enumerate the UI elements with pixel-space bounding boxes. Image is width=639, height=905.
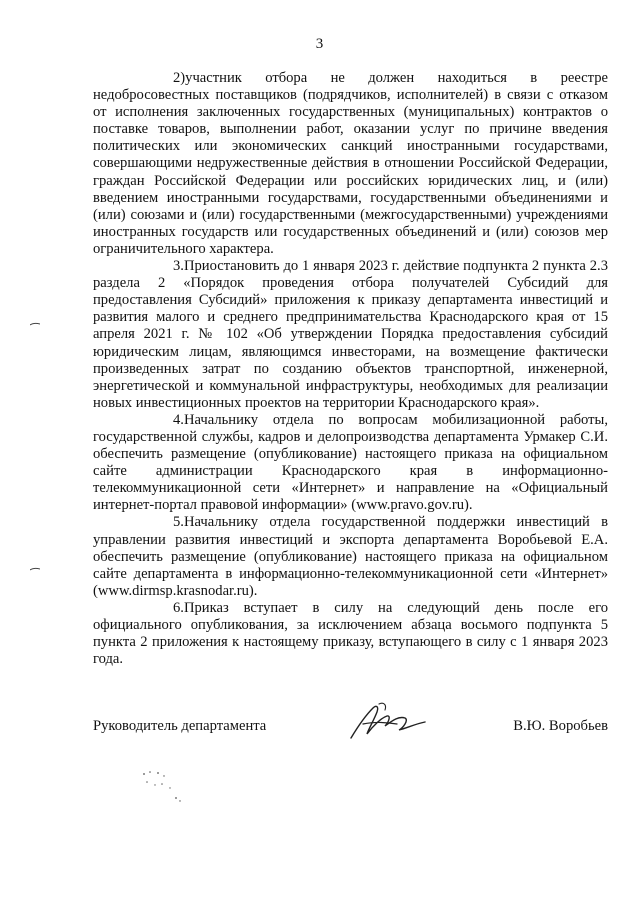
scan-speckle xyxy=(140,768,190,808)
paragraph-text: участник отбора не должен находиться в реестре недобросовестных поставщиков (подрядчиков, исполнителей) в связи с отказом от исполнения заключенных государственных (муниципальных) контрактов о поставке товаров, выполнении работ, оказании услуг по причине введения политических или экономических санкций иностранными государствами, совершающими недружественные действия в отношении Российской Федерации, граждан Российской Федерации или российских юридических лиц, и (или) введением иностранными государствами, государственными объединениями и (или) союзами и (или) государственными (межгосударственными) учреждениями иностранных государств или государственных объединений и (или) союзов мер ограничительного характера. xyxy=(93,70,608,257)
paragraph-item-2 xyxy=(93,70,608,258)
signatory-title: Руководитель департамента xyxy=(93,718,267,734)
paragraph-number: 6. xyxy=(173,599,184,616)
paragraph-number: 4. xyxy=(173,411,184,428)
signatory-name: В.Ю. Воробьев xyxy=(513,718,608,734)
signature-block xyxy=(93,712,608,752)
document-body xyxy=(93,70,608,668)
paragraph-number: 2) xyxy=(173,70,186,86)
paragraph-number: 3. xyxy=(173,258,184,275)
paragraph-item-6 xyxy=(93,600,608,668)
paragraph-text: Приказ вступает в силу на следующий день после его официального опубликования, за исключением абзаца восьмого подпункта 5 пункта 2 приложения к настоящему приказу, вступающего в силу с 1 января 2023 года. xyxy=(93,599,608,668)
paragraph-item-3 xyxy=(93,258,608,412)
margin-mark xyxy=(30,567,40,571)
page-number: 3 xyxy=(315,36,324,52)
handwritten-signature xyxy=(343,698,433,744)
paragraph-text: Приостановить до 1 января 2023 г. действие подпункта 2 пункта 2.3 раздела 2 «Порядок проведения отбора получателей Субсидий для предоставления Субсидий» приложения к приказу департамента инвестиций и развития малого и среднего предпринимательства Краснодарского края от 15 апреля 2021 г. № 102 «Об утверждении Порядка предоставления субсидий юридическим лицам, являющимся инвесторами, на возмещение фактически произведенных затрат по созданию объектов транспортной, инженерной, энергетической и коммунальной инфраструктуры, необходимых для реализации новых инвестиционных проектов на территории Краснодарского края». xyxy=(93,258,608,411)
paragraph-item-5 xyxy=(93,514,608,599)
paragraph-text: Начальнику отдела государственной поддержки инвестиций в управлении развития инвестиций и экспорта департамента Воробьевой Е.А. обеспечить размещение (опубликование) настоящего приказа на официальном сайте департамента в информационно-телекоммуникационной сети «Интернет» (www.dirmsp.krasnodar.ru). xyxy=(93,514,608,599)
paragraph-number: 5. xyxy=(173,514,184,531)
paragraph-text: Начальнику отдела по вопросам мобилизационной работы, государственной службы, кадров и делопроизводства департамента Урмакер С.И. обеспечить размещение (опубликование) настоящего приказа на официальном сайте администрации Краснодарского края в информационно-телекоммуникационной сети «Интернет» и направление на «Официальный интернет-портал правовой информации» (www.pravo.gov.ru). xyxy=(93,411,608,514)
paragraph-item-4 xyxy=(93,412,608,515)
margin-mark xyxy=(30,322,40,326)
